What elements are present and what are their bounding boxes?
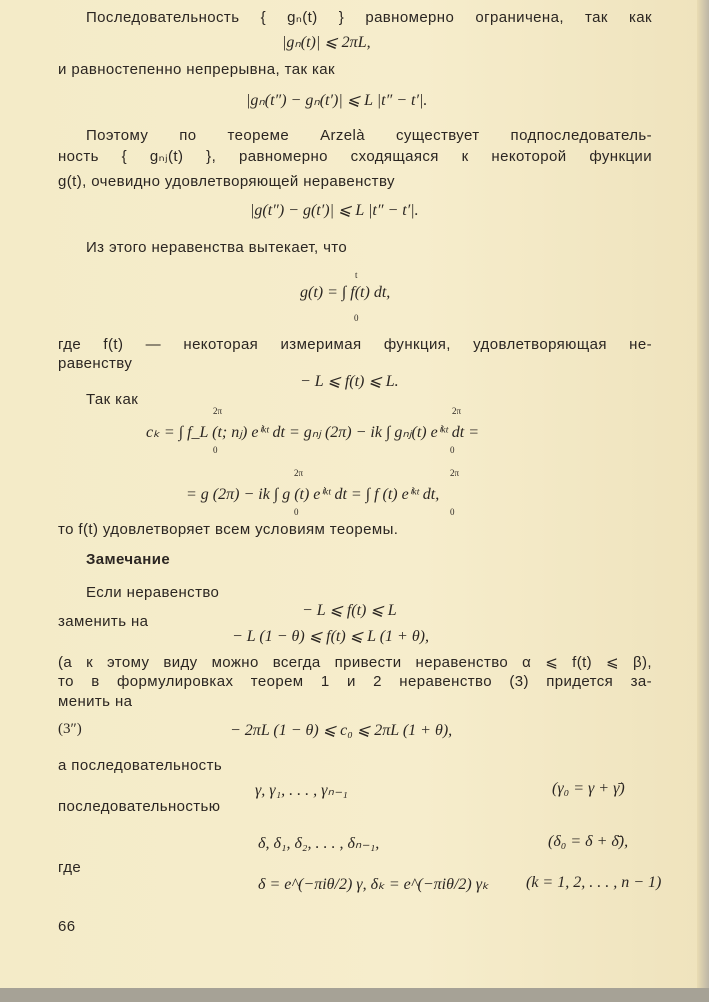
paragraph-text: где	[58, 859, 82, 876]
integral-upper-limit: t	[355, 270, 358, 280]
equation-note: (γ₀ = γ + γ̄)	[552, 780, 625, 797]
paragraph-text: Последовательность { gₙ(t) } равномерно ограничена, так как	[86, 9, 652, 26]
equation: − L ⩽ f(t) ⩽ L.	[300, 373, 399, 390]
paragraph-text: заменить на	[58, 613, 149, 630]
equation: = g (2π) − ik ∫ g (t) eⁱᵏᵗ dt = ∫ f (t) eⁱᵏᵗ dt,	[186, 486, 440, 503]
equation: δ, δ₁, δ₂, . . . , δₙ₋₁,	[258, 835, 380, 852]
integral-upper-limit: 2π	[450, 468, 460, 478]
paragraph-text: (а к этому виду можно всегда привести неравенство α ⩽ f(t) ⩽ β),	[58, 654, 652, 671]
equation-number: (3″)	[58, 721, 82, 737]
equation: − L (1 − θ) ⩽ f(t) ⩽ L (1 + θ),	[232, 628, 429, 645]
equation: γ, γ₁, . . . , γₙ₋₁	[255, 782, 348, 799]
integral-upper-limit: 2π	[213, 406, 223, 416]
paragraph-text: а последовательность	[58, 757, 223, 774]
paragraph-text: то f(t) удовлетворяет всем условиям теоремы.	[58, 521, 399, 538]
paragraph-text: последовательностью	[58, 798, 221, 815]
equation: δ = e^(−πiθ/2) γ, δₖ = e^(−πiθ/2) γₖ	[258, 876, 489, 893]
page-number: 66	[58, 918, 76, 935]
integral-lower-limit: 0	[294, 507, 299, 517]
equation: |g(t″) − g(t′)| ⩽ L |t″ − t′|.	[250, 202, 419, 219]
equation: cₖ = ∫ f_L (t; nⱼ) eⁱᵏᵗ dt = gₙⱼ (2π) − ik ∫ gₙⱼ(t) eⁱᵏᵗ dt =	[146, 424, 479, 441]
equation-note: (δ₀ = δ + δ̄),	[548, 833, 629, 850]
integral-upper-limit: 2π	[452, 406, 462, 416]
integral-lower-limit: 0	[450, 445, 455, 455]
paragraph-text: Поэтому по теореме Arzelà существует подпоследователь-	[86, 127, 652, 144]
paragraph-text: то в формулировках теорем 1 и 2 неравенство (3) придется за-	[58, 673, 652, 690]
section-heading: Замечание	[86, 551, 171, 568]
paragraph-text: где f(t) — некоторая измеримая функция, удовлетворяющая не-	[58, 336, 652, 353]
paragraph-text: Из этого неравенства вытекает, что	[86, 239, 348, 256]
paragraph-text: менить на	[58, 693, 133, 710]
equation: − 2πL (1 − θ) ⩽ c₀ ⩽ 2πL (1 + θ),	[230, 722, 453, 739]
integral-upper-limit: 2π	[294, 468, 304, 478]
paragraph-text: g(t), очевидно удовлетворяющей неравенству	[58, 173, 395, 190]
paragraph-text: равенству	[58, 355, 133, 372]
paragraph-text: и равностепенно непрерывна, так как	[58, 61, 335, 78]
equation: |gₙ(t″) − gₙ(t′)| ⩽ L |t″ − t′|.	[246, 92, 428, 109]
equation: |gₙ(t)| ⩽ 2πL,	[282, 34, 371, 51]
paragraph-text: Если неравенство	[86, 584, 220, 601]
paragraph-text: Так как	[86, 391, 139, 408]
equation: − L ⩽ f(t) ⩽ L	[302, 602, 397, 619]
paragraph-text: ность { gₙⱼ(t) }, равномерно сходящаяся к некоторой функции	[58, 148, 652, 165]
equation-note: (k = 1, 2, . . . , n − 1)	[526, 874, 662, 891]
scan-border	[0, 988, 709, 1002]
integral-lower-limit: 0	[354, 313, 359, 323]
page-edge	[697, 0, 709, 1002]
integral-lower-limit: 0	[213, 445, 218, 455]
integral-lower-limit: 0	[450, 507, 455, 517]
equation: g(t) = ∫ f(t) dt,	[300, 284, 391, 301]
